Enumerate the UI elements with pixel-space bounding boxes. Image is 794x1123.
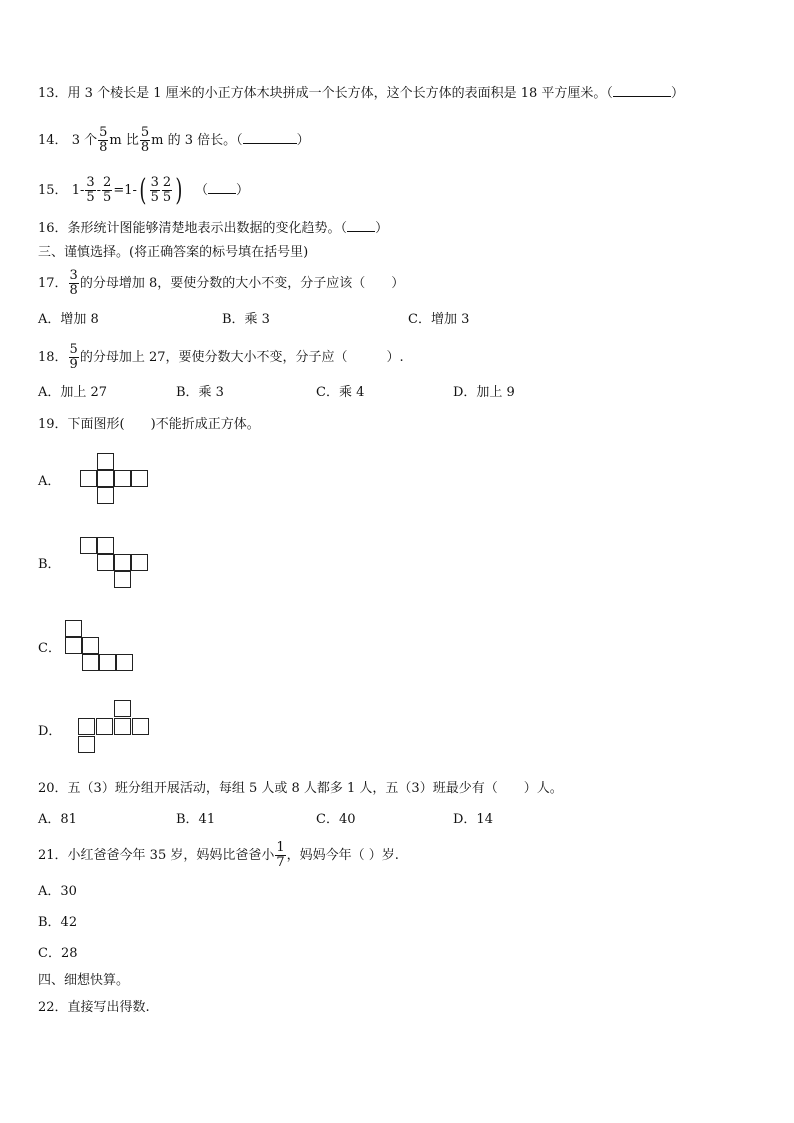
- question-number: 21．: [38, 848, 68, 863]
- numerator: 5: [140, 125, 150, 140]
- option-a[interactable]: A．增加 8: [38, 312, 99, 327]
- net-square: [82, 637, 99, 654]
- net-square: [114, 554, 131, 571]
- fraction: [140, 126, 150, 155]
- net-square: [97, 554, 114, 571]
- question-number: 15．: [38, 183, 68, 198]
- option-c-label[interactable]: C．: [38, 641, 61, 656]
- fraction: [275, 841, 285, 870]
- numerator: 3: [86, 175, 95, 190]
- option-c[interactable]: C．增加 3: [408, 312, 470, 327]
- net-square: [114, 571, 131, 588]
- question-number: 22．: [38, 1000, 68, 1015]
- question-text: 五（3）班分组开展活动，每组 5 人或 8 人都多 1 人，五（3）班最少有（ ）人。: [67, 781, 563, 796]
- left-paren: (: [139, 172, 147, 208]
- question-text: 3 个: [71, 133, 98, 148]
- net-square: [131, 470, 148, 487]
- net-square: [82, 654, 99, 671]
- close-paren: ）: [670, 86, 684, 101]
- denominator: 5: [150, 190, 159, 205]
- option-c[interactable]: C．乘 4: [316, 385, 365, 400]
- option-b[interactable]: B．乘 3: [176, 385, 224, 400]
- option-b[interactable]: B．42: [38, 915, 78, 930]
- question-20: [38, 781, 563, 797]
- question-number: 14．: [38, 133, 68, 148]
- denominator: 8: [69, 283, 78, 298]
- close-paren: ）: [296, 133, 310, 148]
- option-b[interactable]: B．乘 3: [222, 312, 270, 327]
- question-text: 直接写出得数.: [67, 1000, 150, 1015]
- question-text: 的分母加上 27，要使分数大小不变，分子应（ ）.: [79, 350, 404, 365]
- fraction: [162, 176, 172, 205]
- denominator: 5: [86, 190, 95, 205]
- denominator: 5: [103, 190, 112, 205]
- question-14: [38, 122, 310, 160]
- net-square: [78, 736, 95, 753]
- close-paren: ）: [236, 183, 250, 198]
- option-b[interactable]: B．41: [176, 812, 216, 827]
- option-c[interactable]: C．28: [38, 946, 78, 961]
- numerator: 3: [69, 268, 78, 283]
- net-square: [97, 537, 114, 554]
- question-21: [38, 838, 399, 874]
- fraction: [69, 343, 79, 372]
- question-text: m 的 3 倍长。（: [151, 133, 243, 148]
- net-square: [80, 470, 97, 487]
- answer-blank[interactable]: [208, 181, 236, 194]
- net-square: [97, 453, 114, 470]
- question-text: ，妈妈今年（ ）岁.: [286, 848, 399, 863]
- question-text: 用 3 个棱长是 1 厘米的小正方体木块拼成一个长方体，这个长方体的表面积是 18 平方厘米。（: [67, 86, 613, 101]
- question-18: [38, 340, 404, 376]
- numerator: 5: [99, 125, 108, 140]
- option-c[interactable]: C．40: [316, 812, 356, 827]
- numerator: 2: [162, 175, 172, 190]
- question-13: [38, 84, 684, 102]
- question-17: [38, 266, 404, 302]
- open-paren: （: [195, 183, 209, 198]
- net-square: [65, 620, 82, 637]
- question-text: 的分母增加 8，要使分数的大小不变，分子应该（ ）: [79, 276, 405, 291]
- question-text: 小红爸爸今年 35 岁，妈妈比爸爸小: [67, 848, 275, 863]
- net-square: [114, 470, 131, 487]
- answer-blank[interactable]: [243, 131, 297, 144]
- fraction: [98, 126, 108, 155]
- expr-text: 1-: [71, 183, 85, 198]
- denominator: 9: [69, 357, 78, 372]
- numerator: 2: [103, 175, 112, 190]
- option-a-label[interactable]: A．: [38, 474, 61, 489]
- question-number: 19．: [38, 417, 68, 432]
- question-16: [38, 219, 388, 237]
- expr-text: =1-: [113, 183, 137, 198]
- numerator: 5: [69, 342, 78, 357]
- fraction: [102, 176, 112, 205]
- option-d[interactable]: D．14: [453, 812, 493, 827]
- answer-blank[interactable]: [347, 219, 375, 232]
- net-square: [131, 554, 148, 571]
- question-text: 条形统计图能够清楚地表示出数据的变化趋势。（: [67, 221, 348, 236]
- option-d[interactable]: D．加上 9: [453, 385, 515, 400]
- option-b-label[interactable]: B．: [38, 557, 61, 572]
- denominator: 5: [162, 190, 172, 205]
- question-19: [38, 417, 260, 433]
- denominator: 8: [99, 140, 108, 155]
- question-22: [38, 1000, 150, 1016]
- net-square: [96, 718, 113, 735]
- net-square: [114, 718, 131, 735]
- section-heading-4: 四、细想快算。: [38, 973, 130, 988]
- question-number: 16．: [38, 221, 68, 236]
- question-text: m 比: [109, 133, 139, 148]
- option-a[interactable]: A．30: [38, 884, 77, 899]
- net-square: [97, 487, 114, 504]
- question-text: 下面图形( )不能折成正方体。: [67, 417, 260, 432]
- question-15: [38, 172, 249, 210]
- fraction: [69, 269, 79, 298]
- fraction: [150, 176, 160, 205]
- net-square: [99, 654, 116, 671]
- question-number: 20．: [38, 781, 68, 796]
- denominator: 8: [140, 140, 150, 155]
- numerator: 1: [276, 840, 285, 855]
- net-square: [78, 718, 95, 735]
- net-square: [132, 718, 149, 735]
- net-square: [65, 637, 82, 654]
- option-d-label[interactable]: D．: [38, 724, 62, 739]
- section-heading-3: 三、谨慎选择。(将正确答案的标号填在括号里): [38, 245, 309, 260]
- right-paren: ): [175, 172, 183, 208]
- close-paren: ）: [375, 221, 389, 236]
- answer-blank[interactable]: [613, 84, 671, 97]
- question-number: 13．: [38, 86, 68, 101]
- fraction: [85, 176, 95, 205]
- option-a[interactable]: A．加上 27: [38, 385, 108, 400]
- net-square: [116, 654, 133, 671]
- option-a[interactable]: A．81: [38, 812, 77, 827]
- net-square: [97, 470, 114, 487]
- numerator: 3: [150, 175, 159, 190]
- denominator: 7: [276, 855, 285, 870]
- net-square: [80, 537, 97, 554]
- question-number: 18．: [38, 350, 68, 365]
- minus-sign: -: [96, 183, 102, 198]
- question-number: 17．: [38, 276, 68, 291]
- net-square: [114, 700, 131, 717]
